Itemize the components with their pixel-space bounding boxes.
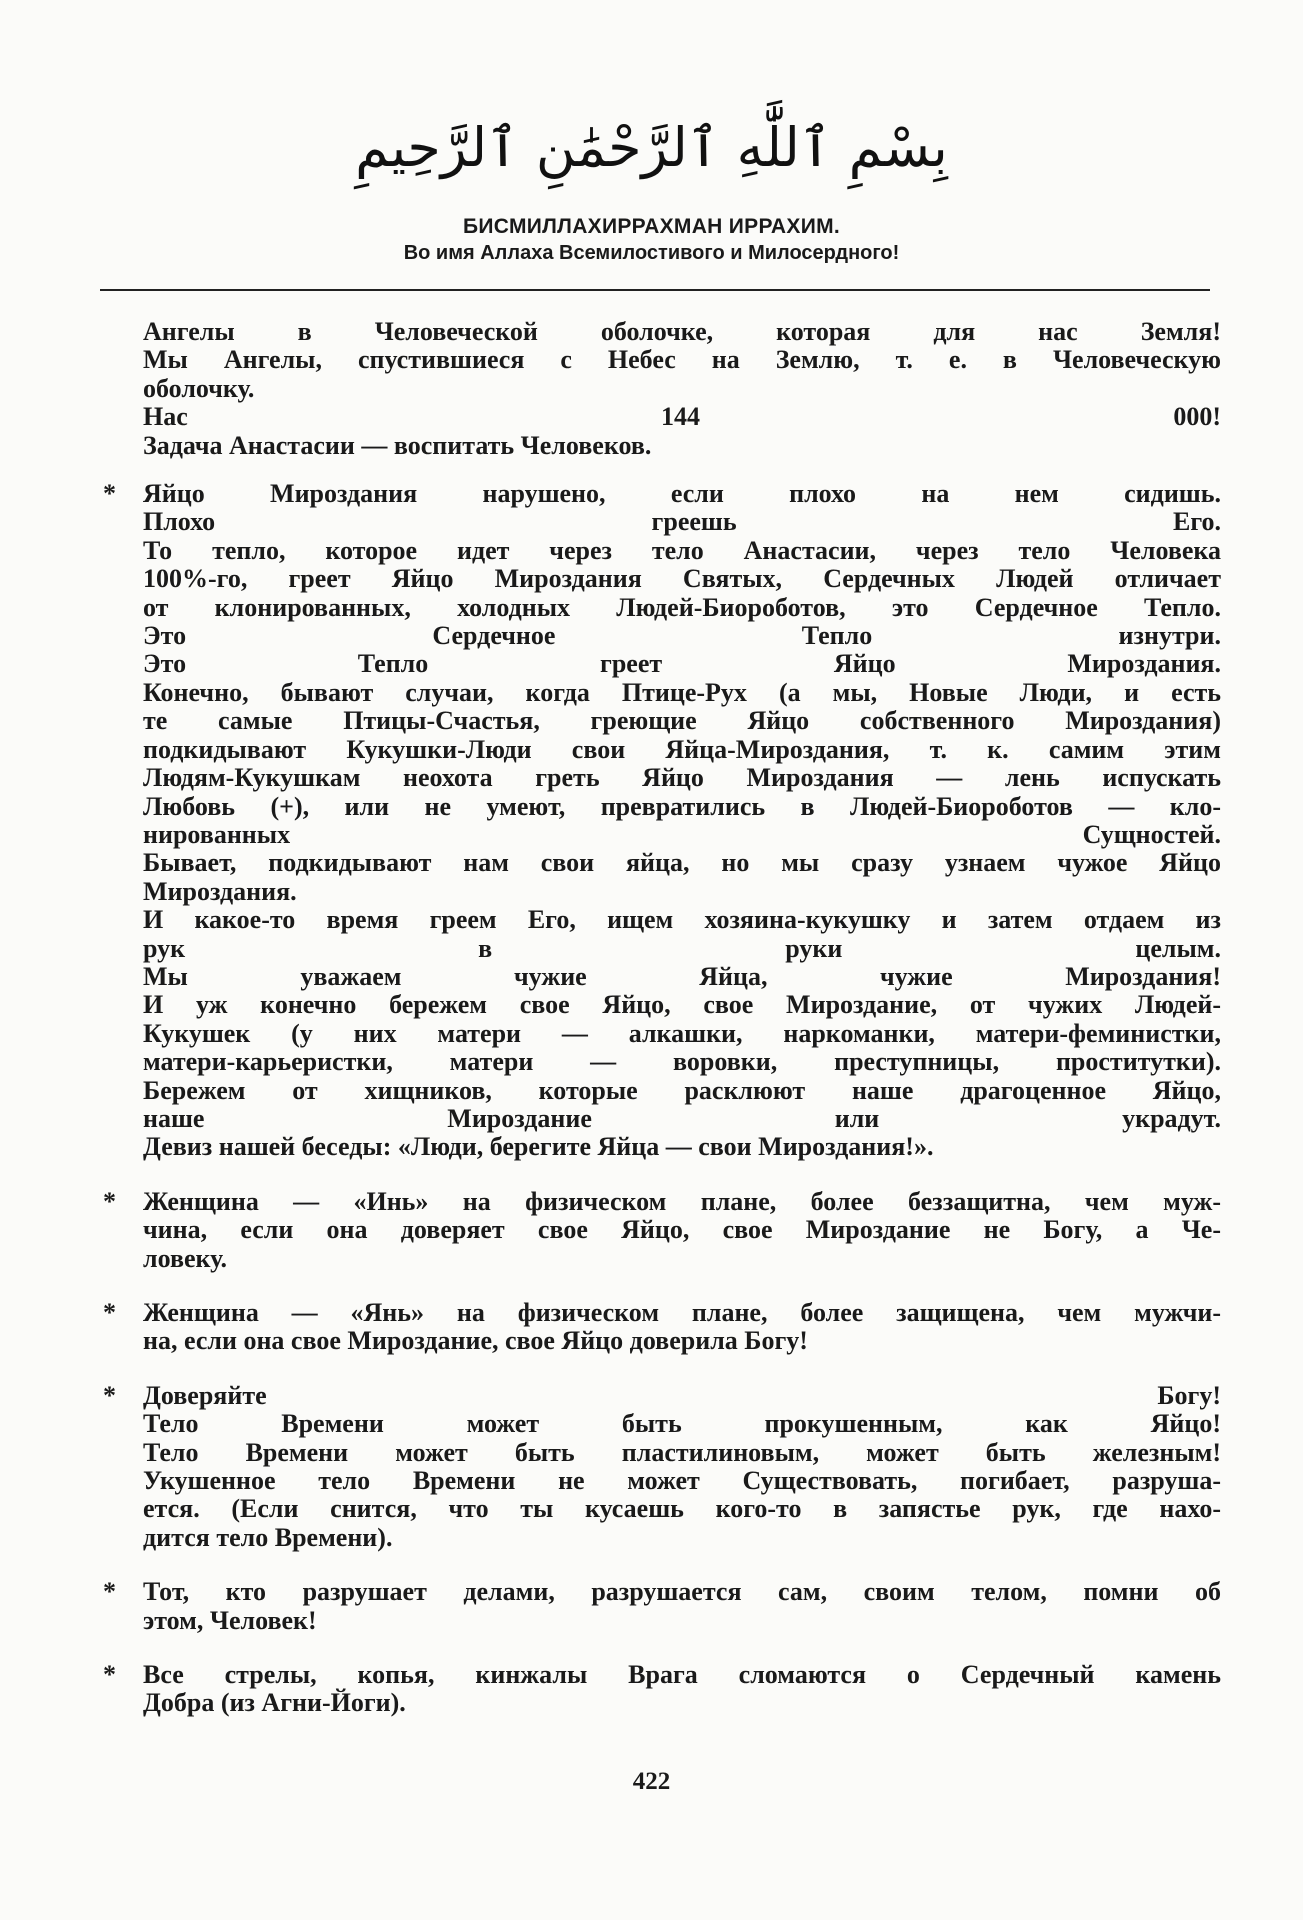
paragraph <box>103 1578 1221 1635</box>
line-text: рук в руки целым. <box>143 933 1221 963</box>
text-line <box>103 622 1221 650</box>
line-text: Конечно, бывают случаи, когда Птице-Рух (а мы, Новые Люди, и есть <box>143 677 1221 707</box>
text-line <box>103 1020 1221 1048</box>
line-text: наше Мироздание или украдут. <box>143 1103 1221 1133</box>
line-text: Ангелы в Человеческой оболочке, которая для нас Земля! <box>143 317 1221 346</box>
line-text: Это Сердечное Тепло изнутри. <box>143 621 1221 651</box>
paragraph <box>103 318 1221 460</box>
line-text: оболочку. <box>143 373 255 403</box>
text-line <box>103 346 1221 374</box>
line-text: нированных Сущностей. <box>143 819 1221 849</box>
text-line <box>103 403 1221 431</box>
line-text: Добра (из Агни-Йоги). <box>143 1688 406 1718</box>
line-text: Нас 144 000! <box>143 402 1221 432</box>
line-text: Доверяйте Богу! <box>143 1380 1221 1410</box>
line-text: И уж конечно бережем свое Яйцо, свое Мироздание, от чужих Людей- <box>143 990 1221 1020</box>
text-line <box>103 537 1221 565</box>
text-line <box>103 1133 1221 1161</box>
paragraph <box>103 1299 1221 1356</box>
line-text: Мы уважаем чужие Яйца, чужие Мироздания! <box>143 961 1221 991</box>
asterisk-bullet: * <box>103 1660 116 1690</box>
text-line <box>103 1578 1221 1606</box>
text-line <box>103 679 1221 707</box>
paragraph <box>103 480 1221 1162</box>
text-line <box>103 849 1221 877</box>
line-text: ется. (Если снится, что ты кусаешь кого-то в запястье рук, где нахо- <box>143 1494 1221 1524</box>
line-text: Все стрелы, копья, кинжалы Врага сломаются о Сердечный камень <box>143 1660 1221 1690</box>
line-text: те самые Птицы-Счастья, греющие Яйцо собственного Мироздания) <box>143 706 1221 736</box>
text-line <box>103 1661 1221 1689</box>
line-text: этом, Человек! <box>143 1605 317 1635</box>
paragraph <box>103 1188 1221 1273</box>
text-line <box>103 1299 1221 1327</box>
text-line <box>103 1439 1221 1467</box>
asterisk-bullet: * <box>103 479 116 509</box>
text-line <box>103 594 1221 622</box>
text-line <box>103 565 1221 593</box>
page-number: 422 <box>632 1768 671 1795</box>
text-line <box>103 1216 1221 1244</box>
line-text: Укушенное тело Времени не может Существовать, погибает, разруша- <box>143 1466 1221 1496</box>
line-text: Любовь (+), или не умеют, превратились в Людей-Биороботов — кло- <box>143 791 1221 821</box>
asterisk-bullet: * <box>103 1186 116 1216</box>
line-text: То тепло, которое идет через тело Анастасии, через тело Человека <box>143 535 1221 565</box>
line-text: Бывает, подкидывают нам свои яйца, но мы сразу узнаем чужое Яйцо <box>143 848 1221 878</box>
text-line <box>103 1105 1221 1133</box>
line-text: Это Тепло греет Яйцо Мироздания. <box>143 649 1221 679</box>
page-body <box>103 318 1221 1744</box>
text-line <box>103 935 1221 963</box>
text-line <box>103 793 1221 821</box>
line-text: Бережем от хищников, которые расклюют наше драгоценное Яйцо, <box>143 1075 1221 1105</box>
header-title: БИСМИЛЛАХИРРАХМАН ИРРАХИМ. <box>462 215 841 238</box>
line-text: на, если она свое Мироздание, свое Яйцо доверила Богу! <box>143 1326 808 1356</box>
asterisk-bullet: * <box>103 1380 116 1410</box>
line-text: Тот, кто разрушает делами, разрушается сам, своим телом, помни об <box>143 1577 1221 1607</box>
text-line <box>103 1607 1221 1635</box>
text-line <box>103 707 1221 735</box>
line-text: Женщина — «Янь» на физическом плане, более защищена, чем мужчи- <box>143 1298 1221 1327</box>
header-divider <box>100 289 1210 291</box>
line-text: Плохо греешь Его. <box>143 507 1221 537</box>
line-text: матери-карьеристки, матери — воровки, преступницы, проститутки). <box>143 1047 1221 1077</box>
text-line <box>103 480 1221 508</box>
line-text: ловеку. <box>143 1243 228 1273</box>
asterisk-bullet: * <box>103 1577 116 1607</box>
line-text: Яйцо Мироздания нарушено, если плохо на нем сидишь. <box>143 479 1221 509</box>
text-line <box>103 906 1221 934</box>
paragraph <box>103 1382 1221 1552</box>
text-line <box>103 432 1221 460</box>
text-line <box>103 1327 1221 1355</box>
text-line <box>103 1048 1221 1076</box>
line-text: от клонированных, холодных Людей-Биороботов, это Сердечное Тепло. <box>143 592 1221 622</box>
line-text: Девиз нашей беседы: «Люди, берегите Яйца — свои Мироздания!». <box>143 1132 934 1162</box>
text-line <box>103 1188 1221 1216</box>
line-text: Тело Времени может быть прокушенным, как Яйцо! <box>143 1409 1221 1439</box>
line-text: Задача Анастасии — воспитать Человеков. <box>143 430 652 460</box>
text-line <box>103 508 1221 536</box>
asterisk-bullet: * <box>103 1298 116 1327</box>
text-line <box>103 1524 1221 1552</box>
header-subtitle: Во имя Аллаха Всемилостивого и Милосердного! <box>403 242 900 264</box>
text-line <box>103 650 1221 678</box>
line-text: Тело Времени может быть пластилиновым, может быть железным! <box>143 1437 1221 1467</box>
line-text: чина, если она доверяет свое Яйцо, свое Мироздание не Богу, а Че- <box>143 1215 1221 1245</box>
text-line <box>103 1467 1221 1495</box>
text-line <box>103 963 1221 991</box>
text-line <box>103 375 1221 403</box>
text-line <box>103 1495 1221 1523</box>
text-line <box>103 1382 1221 1410</box>
text-line <box>103 1689 1221 1717</box>
line-text: Женщина — «Инь» на физическом плане, более беззащитна, чем муж- <box>143 1186 1221 1216</box>
line-text: дится тело Времени). <box>143 1522 393 1552</box>
text-line <box>103 1077 1221 1105</box>
text-line <box>103 878 1221 906</box>
text-line <box>103 736 1221 764</box>
text-line <box>103 821 1221 849</box>
line-text: Людям-Кукушкам неохота греть Яйцо Мироздания — лень испускать <box>143 763 1221 793</box>
arabic-calligraphy: بِسْمِ ٱللَّٰهِ ٱلرَّحْمَٰنِ ٱلرَّحِيمِ <box>355 116 948 179</box>
text-line <box>103 764 1221 792</box>
text-line <box>103 318 1221 346</box>
text-line <box>103 1245 1221 1273</box>
text-line <box>103 991 1221 1019</box>
line-text: Кукушек (у них матери — алкашки, наркоманки, матери-феминистки, <box>143 1018 1221 1048</box>
line-text: И какое-то время греем Его, ищем хозяина-кукушку и затем отдаем из <box>143 905 1221 935</box>
paragraph <box>103 1661 1221 1718</box>
line-text: 100%-го, греет Яйцо Мироздания Святых, Сердечных Людей отличает <box>143 564 1221 594</box>
line-text: подкидывают Кукушки-Люди свои Яйца-Мироздания, т. к. самим этим <box>143 734 1221 764</box>
line-text: Мы Ангелы, спустившиеся с Небес на Землю, т. е. в Человеческую <box>143 345 1221 375</box>
line-text: Мироздания. <box>143 876 297 906</box>
text-line <box>103 1410 1221 1438</box>
